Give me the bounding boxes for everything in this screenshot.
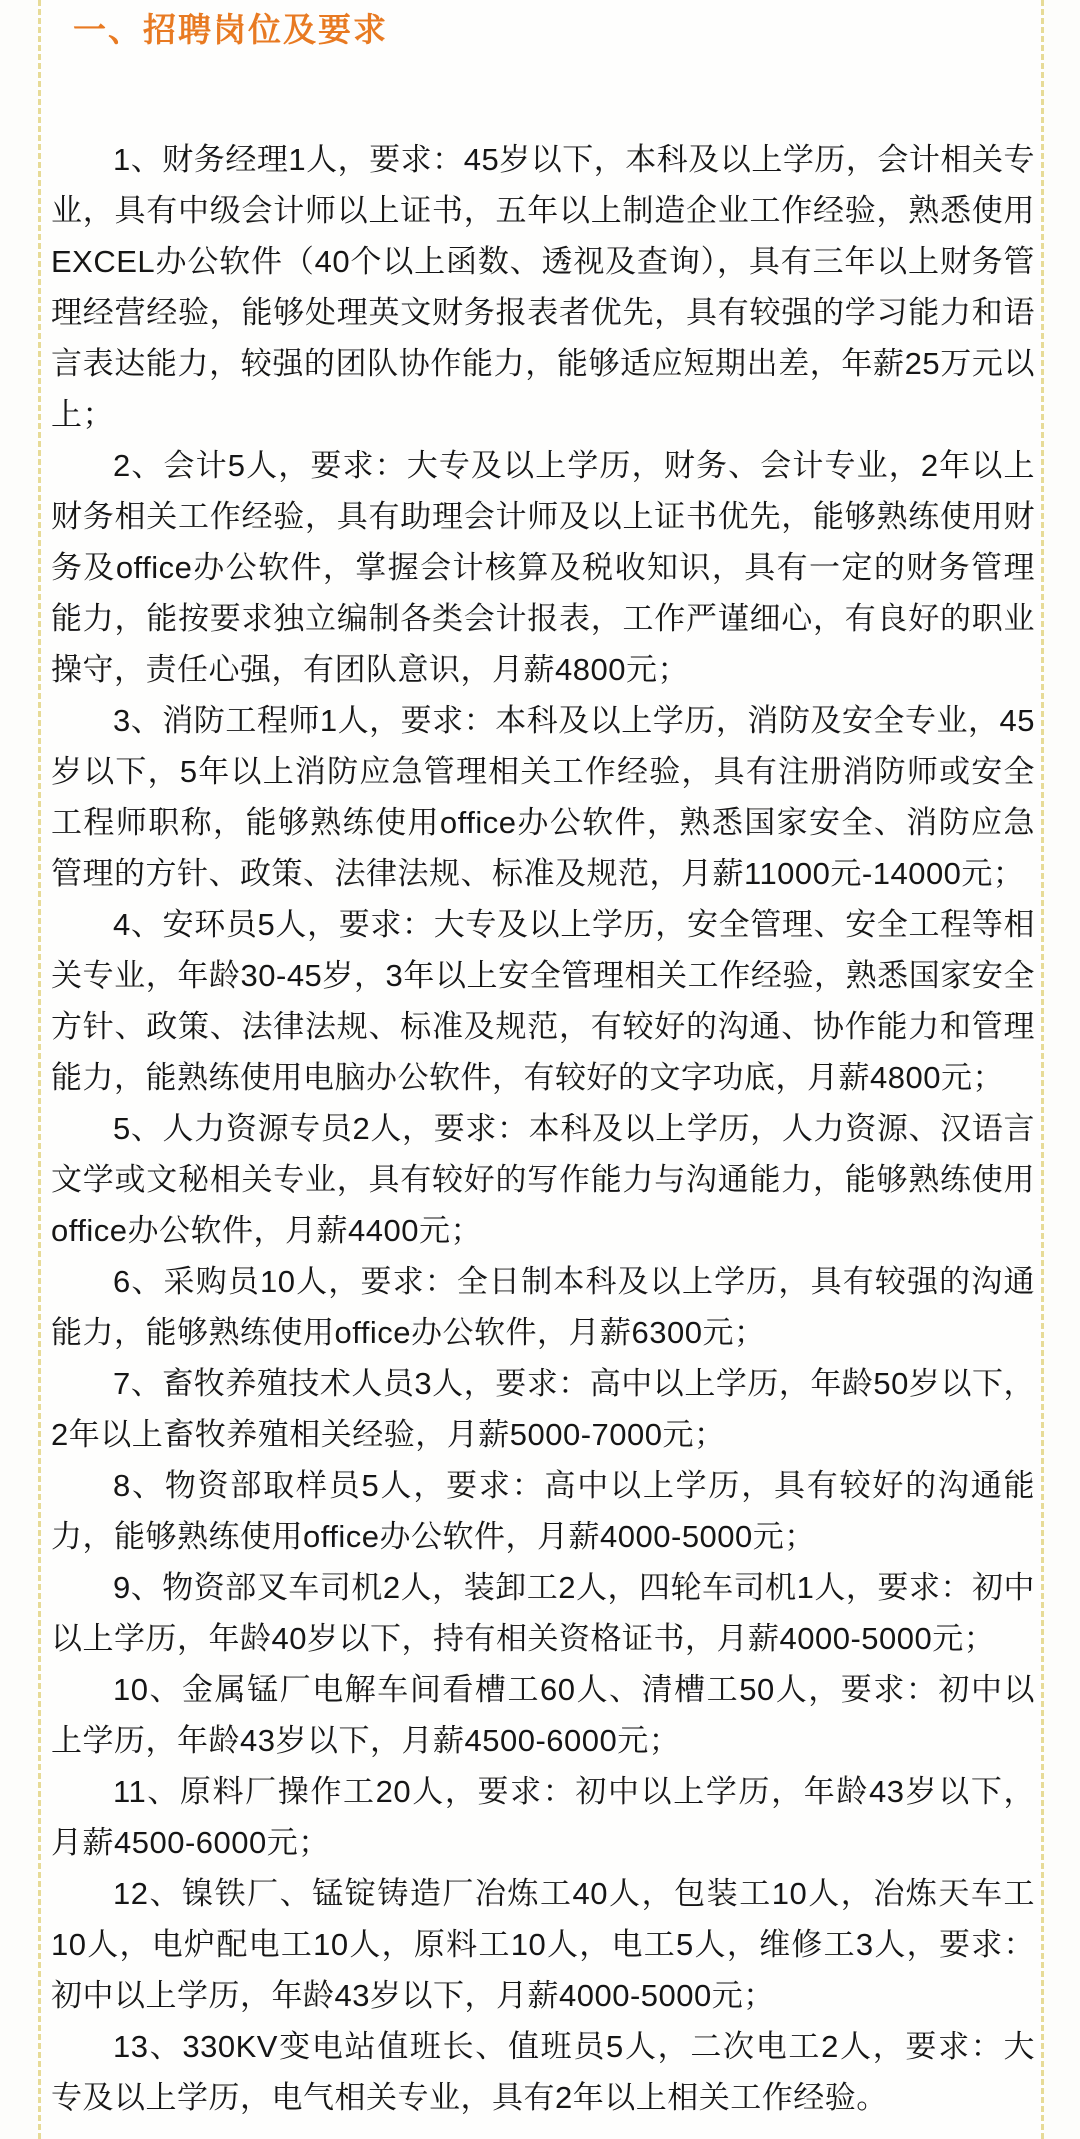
job-item: 2、会计5人，要求：大专及以上学历，财务、会计专业，2年以上财务相关工作经验，具有助理会计师及以上证书优先，能够熟练使用财务及office办公软件，掌握会计核算及税收知识，具有一定的财务管理能力，能按要求独立编制各类会计报表，工作严谨细心，有良好的职业操守，责任心强，有团队意识，月薪4800元；	[51, 448, 1035, 687]
job-item: 13、330KV变电站值班长、值班员5人，二次电工2人，要求：大专及以上学历，电气相关专业，具有2年以上相关工作经验。	[51, 2029, 1035, 2115]
job-item: 6、采购员10人，要求：全日制本科及以上学历，具有较强的沟通能力，能够熟练使用office办公软件，月薪6300元；	[51, 1264, 1035, 1350]
job-item: 4、安环员5人，要求：大专及以上学历，安全管理、安全工程等相关专业，年龄30-45岁，3年以上安全管理相关工作经验，熟悉国家安全方针、政策、法律法规、标准及规范，有较好的沟通、协作能力和管理能力，能熟练使用电脑办公软件，有较好的文字功底，月薪4800元；	[51, 907, 1035, 1095]
recruitment-notice-sheet	[38, 0, 1044, 2139]
job-item: 1、财务经理1人，要求：45岁以下，本科及以上学历，会计相关专业，具有中级会计师以上证书，五年以上制造企业工作经验，熟悉使用EXCEL办公软件（40个以上函数、透视及查询），具有三年以上财务管理经营经验，能够处理英文财务报表者优先，具有较强的学习能力和语言表达能力，较强的团队协作能力，能够适应短期出差，年薪25万元以上；	[51, 142, 1035, 432]
job-item: 3、消防工程师1人，要求：本科及以上学历，消防及安全专业，45岁以下，5年以上消防应急管理相关工作经验，具有注册消防师或安全工程师职称，能够熟练使用office办公软件，熟悉国家安全、消防应急管理的方针、政策、法律法规、标准及规范，月薪11000元-14000元；	[51, 703, 1035, 891]
job-item: 7、畜牧养殖技术人员3人，要求：高中以上学历，年龄50岁以下，2年以上畜牧养殖相关经验，月薪5000-7000元；	[51, 1366, 1035, 1452]
job-item: 12、镍铁厂、锰锭铸造厂冶炼工40人，包装工10人，冶炼天车工10人，电炉配电工10人，原料工10人，电工5人，维修工3人，要求：初中以上学历，年龄43岁以下，月薪4000-5000元；	[51, 1876, 1035, 2013]
job-item: 9、物资部叉车司机2人，装卸工2人，四轮车司机1人，要求：初中以上学历，年龄40岁以下，持有相关资格证书，月薪4000-5000元；	[51, 1570, 1035, 1656]
section-title: 一、招聘岗位及要求	[73, 11, 388, 48]
job-item: 10、金属锰厂电解车间看槽工60人、清槽工50人，要求：初中以上学历，年龄43岁以下，月薪4500-6000元；	[51, 1672, 1035, 1758]
job-item: 5、人力资源专员2人，要求：本科及以上学历，人力资源、汉语言文学或文秘相关专业，具有较好的写作能力与沟通能力，能够熟练使用office办公软件，月薪4400元；	[51, 1111, 1035, 1248]
job-list	[51, 134, 1035, 2123]
job-item: 8、物资部取样员5人，要求：高中以上学历，具有较好的沟通能力，能够熟练使用office办公软件，月薪4000-5000元；	[51, 1468, 1035, 1554]
job-item: 11、原料厂操作工20人，要求：初中以上学历，年龄43岁以下，月薪4500-6000元；	[51, 1774, 1035, 1860]
